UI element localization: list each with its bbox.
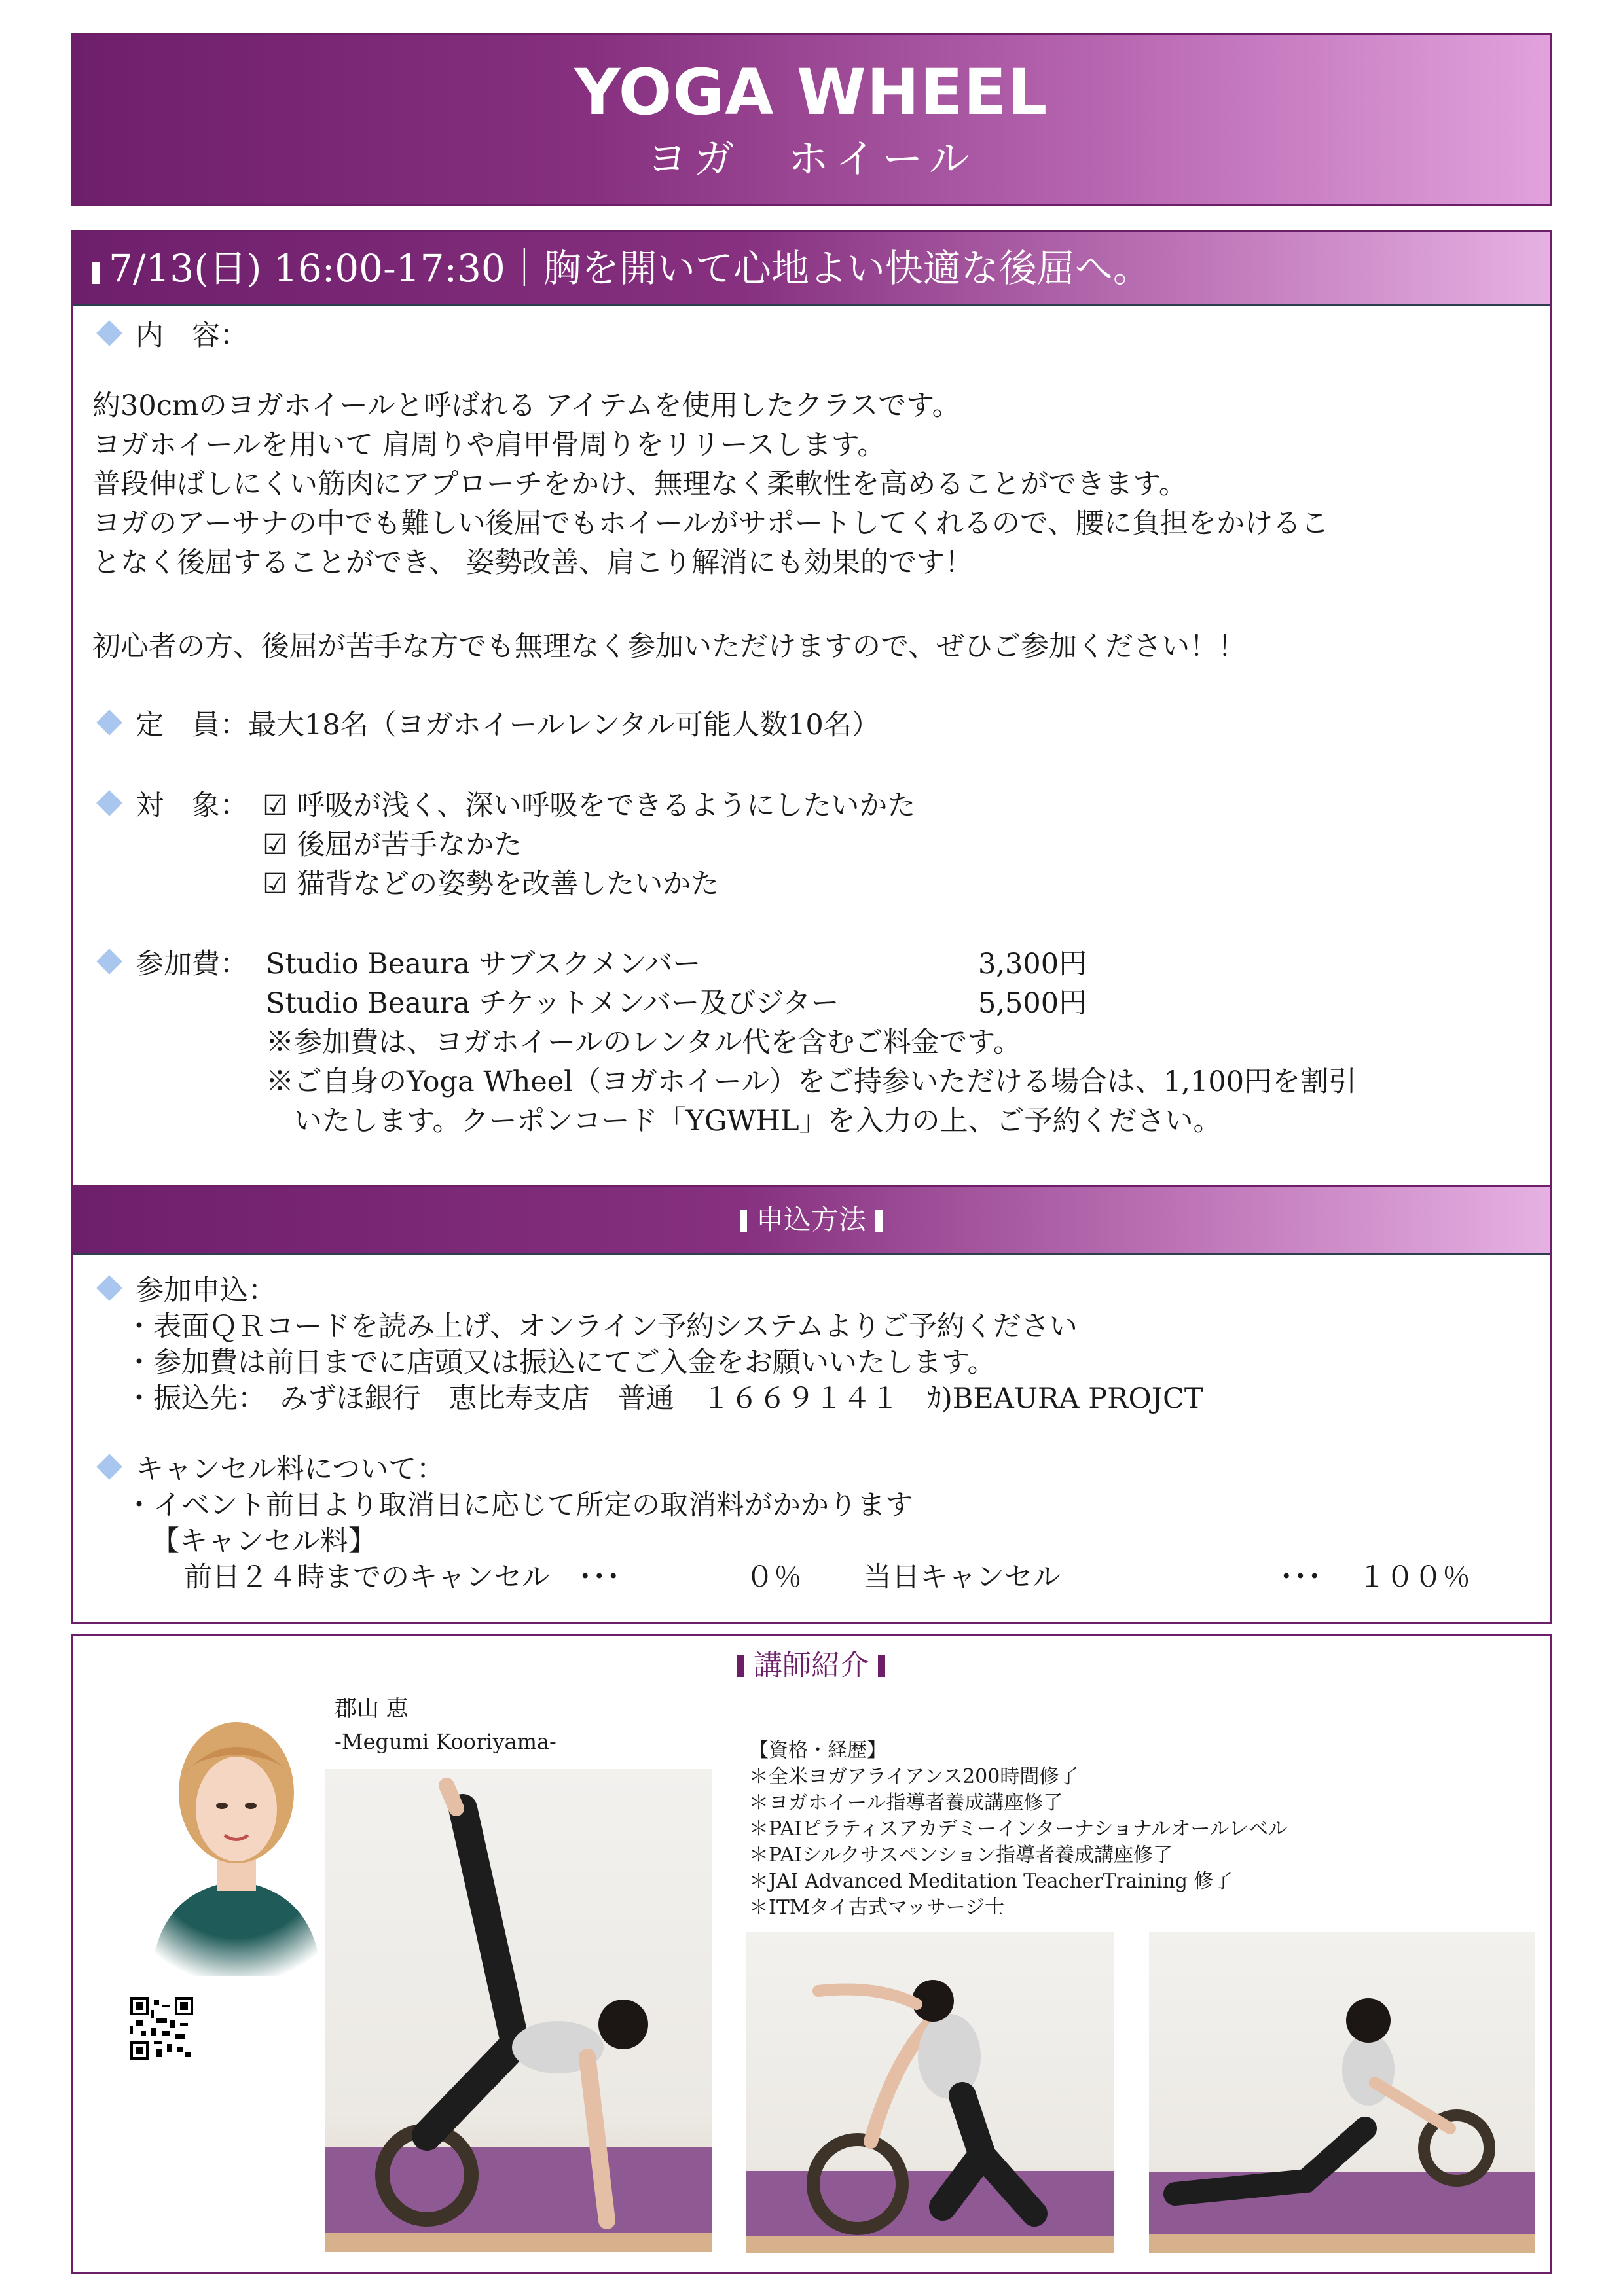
title-banner xyxy=(71,33,1552,206)
header-mark-icon xyxy=(737,1655,744,1677)
join-item: ・参加費は前日までに店頭又は振込にてご入金をお願いいたします。 xyxy=(125,1346,996,1379)
yoga-photo-3 xyxy=(1149,1932,1535,2253)
pose-illustration xyxy=(746,1932,1114,2253)
target-label: 対 象： xyxy=(136,789,248,822)
fee-row xyxy=(92,946,248,982)
join-item: ・振込先： みずほ銀行 恵比寿支店 普通 １６６９１４１ ｶ)BEAURA PROJCT xyxy=(125,1382,1203,1415)
diamond-bullet-icon xyxy=(96,1454,122,1480)
cancel-sameday-dots: ･･･ xyxy=(1279,1561,1322,1594)
description-line: 普段伸ばしにくい筋肉にアプローチをかけ、無理なく柔軟性を高めることができます。 xyxy=(92,468,1187,501)
cancel-heading: 【キャンセル料】 xyxy=(151,1525,376,1558)
cancel-label: キャンセル料について： xyxy=(136,1453,445,1486)
description-line: ヨガのアーサナの中でも難しい後屈でもホイールがサポートしてくれるので、腰に負担をかけるこ xyxy=(92,507,1329,540)
cancel-note: ・イベント前日より取消日に応じて所定の取消料がかかります xyxy=(125,1489,913,1522)
instructor-section-title: 講師紹介 xyxy=(754,1649,869,1682)
page-title: YOGA WHEEL xyxy=(574,56,1048,129)
instructor-portrait xyxy=(112,1695,361,1976)
qr-code xyxy=(130,1997,193,2060)
portrait-illustration xyxy=(112,1695,361,1976)
fee-name: Studio Beaura サブスクメンバー xyxy=(266,948,701,980)
capacity-value: 最大18名（ヨガホイールレンタル可能人数10名） xyxy=(248,709,880,742)
description xyxy=(92,386,1520,583)
capacity-row xyxy=(92,707,880,744)
header-mark-icon xyxy=(875,1210,883,1232)
fee-name: Studio Beaura チケットメンバー及びジター xyxy=(266,987,839,1020)
credential-item: ＊全米ヨガアライアンス200時間修了 xyxy=(749,1765,1079,1788)
cancel-before-label: 前日２４時までのキャンセル ･･･ xyxy=(184,1561,621,1594)
diamond-bullet-icon xyxy=(96,320,122,346)
apply-title: 申込方法 xyxy=(756,1204,866,1236)
join-item: ・表面ＱＲコードを読み上げ、オンライン予約システムよりご予約ください xyxy=(125,1310,1078,1343)
page-subtitle: ヨガ ホイール xyxy=(646,135,976,183)
fee-price: 3,300円 xyxy=(978,948,1087,980)
credential-item: ＊PAIシルクサスペンション指導者養成講座修了 xyxy=(749,1844,1173,1867)
diamond-bullet-icon xyxy=(96,790,122,816)
qr-code-icon xyxy=(130,1997,193,2060)
event-date-title: 7/13(日) 16:00-17:30｜胸を開いて心地よい快適な後屈へ。 xyxy=(109,246,1151,291)
join-row xyxy=(92,1272,276,1309)
fee-label: 参加費： xyxy=(136,948,248,980)
instructor-title-row xyxy=(73,1646,1550,1685)
diamond-bullet-icon xyxy=(96,948,122,975)
header-mark-icon xyxy=(740,1210,747,1232)
fee-note: ※ご自身のYoga Wheel（ヨガホイール）をご持参いただける場合は、1,100円を割引 xyxy=(266,1066,1357,1098)
pose-illustration xyxy=(325,1769,712,2252)
event-header xyxy=(73,232,1550,306)
yoga-photo-2 xyxy=(746,1932,1114,2253)
event-section xyxy=(71,230,1552,1187)
credential-item: ＊PAIピラティスアカデミーインターナショナルオールレベル xyxy=(749,1818,1288,1840)
content-label: 内 容： xyxy=(136,319,248,352)
diamond-bullet-icon xyxy=(96,1275,122,1301)
header-mark-icon xyxy=(92,262,100,284)
target-item: ☑ 後屈が苦手なかた xyxy=(263,829,522,861)
header-mark-icon xyxy=(878,1655,885,1677)
instructor-name-jp: 郡山 恵 xyxy=(335,1696,409,1722)
content-label-row xyxy=(92,317,248,354)
description-line: となく後屈することができ、 姿勢改善、肩こり解消にも効果的です！ xyxy=(92,547,973,579)
yoga-photo-1 xyxy=(325,1769,712,2252)
credential-item: ＊ヨガホイール指導者養成講座修了 xyxy=(749,1791,1063,1814)
join-label: 参加申込： xyxy=(136,1274,276,1307)
cancel-sameday-value: １００％ xyxy=(1358,1561,1470,1594)
target-item: ☑ 猫背などの姿勢を改善したいかた xyxy=(263,868,720,901)
credentials-title: 【資格・経歴】 xyxy=(749,1739,886,1762)
target-row xyxy=(92,787,248,824)
instructor-section xyxy=(71,1634,1552,2274)
cancel-row xyxy=(92,1451,445,1488)
description-line: ヨガホイールを用いて 肩周りや肩甲骨周りをリリースします。 xyxy=(92,429,886,461)
diamond-bullet-icon xyxy=(96,709,122,736)
target-item: ☑ 呼吸が浅く、深い呼吸をできるようにしたいかた xyxy=(263,789,916,822)
fee-note: いたします。クーポンコード「YGWHL」を入力の上、ご予約ください。 xyxy=(266,1105,1222,1138)
invite-text: 初心者の方、後屈が苦手な方でも無理なく参加いただけますので、ぜひご参加ください！！ xyxy=(92,630,1247,663)
fee-note: ※参加費は、ヨガホイールのレンタル代を含むご料金です。 xyxy=(266,1026,1021,1059)
apply-header xyxy=(73,1187,1550,1255)
credential-item: ＊JAI Advanced Meditation TeacherTraining 修了 xyxy=(749,1870,1233,1893)
fee-price: 5,500円 xyxy=(978,987,1087,1020)
cancel-sameday-label: 当日キャンセル xyxy=(864,1561,1061,1594)
credential-item: ＊ITMタイ古式マッサージ士 xyxy=(749,1896,1005,1919)
apply-section xyxy=(71,1185,1552,1624)
description-line: 約30cmのヨガホイールと呼ばれる アイテムを使用したクラスです。 xyxy=(92,389,960,422)
cancel-before-value: ０％ xyxy=(746,1561,802,1594)
instructor-name-en: -Megumi Kooriyama- xyxy=(335,1729,556,1754)
capacity-label: 定 員： xyxy=(136,709,248,742)
pose-illustration xyxy=(1149,1932,1535,2253)
